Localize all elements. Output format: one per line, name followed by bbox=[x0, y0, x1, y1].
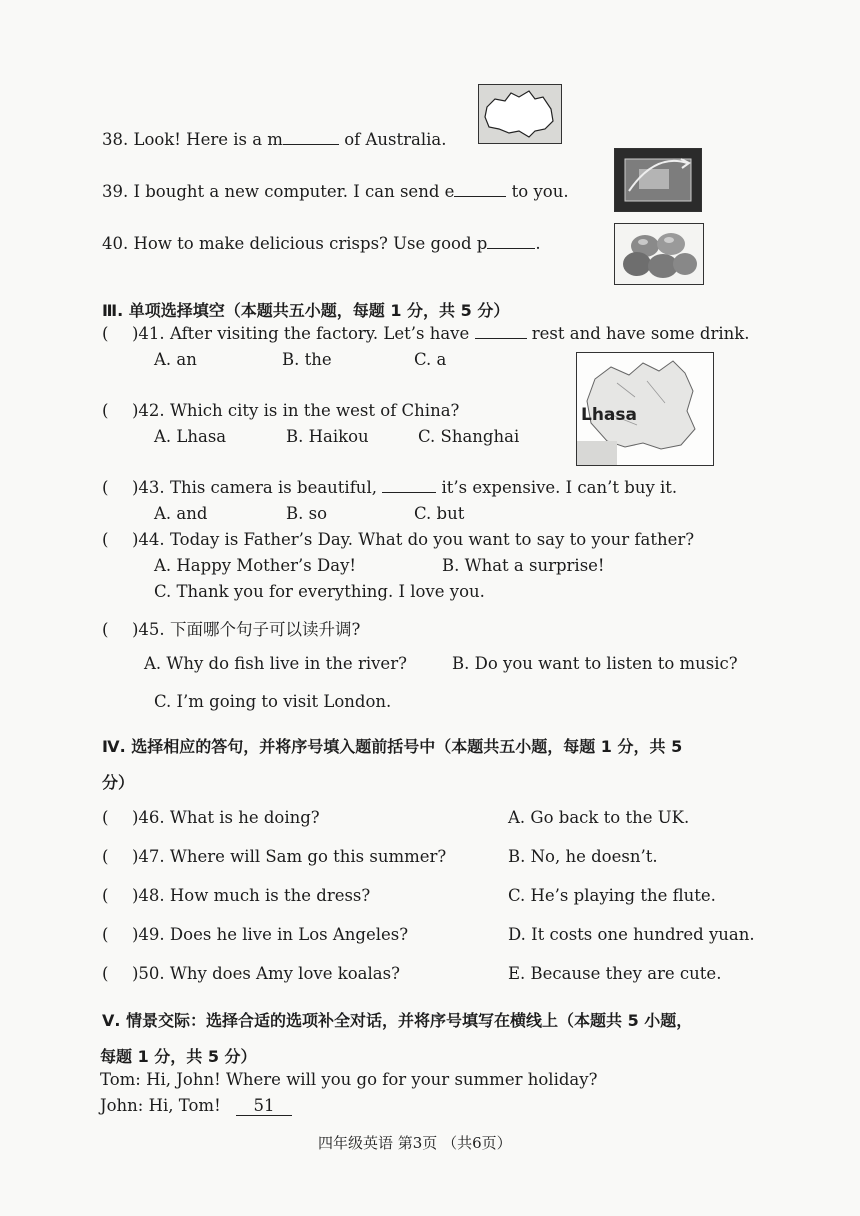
question-40-text: 40. How to make delicious crisps? Use good p bbox=[102, 234, 488, 253]
answer-paren[interactable]: ( bbox=[102, 530, 109, 549]
section-4-heading-cont: 分） bbox=[102, 773, 135, 792]
question-47 bbox=[102, 847, 446, 866]
email-computer-image bbox=[614, 148, 702, 212]
question-46 bbox=[102, 808, 320, 827]
option-41-a[interactable]: A. an bbox=[154, 350, 197, 369]
question-text: )47. Where will Sam go this summer? bbox=[132, 847, 447, 866]
question-42 bbox=[102, 401, 459, 420]
section-5-heading-cont: 每题 1 分，共 5 分） bbox=[100, 1047, 257, 1066]
question-text: )50. Why does Amy love koalas? bbox=[132, 964, 400, 983]
option-44-c[interactable]: C. Thank you for everything. I love you. bbox=[154, 582, 485, 601]
map-label-lhasa: Lhasa bbox=[581, 405, 637, 425]
option-43-b[interactable]: B. so bbox=[286, 504, 328, 523]
question-38-text-end: of Australia. bbox=[338, 130, 447, 149]
answer-d: D. It costs one hundred yuan. bbox=[508, 925, 755, 944]
question-text: After visiting the factory. Let’s have bbox=[169, 324, 475, 343]
option-45-c[interactable]: C. I’m going to visit London. bbox=[154, 692, 392, 711]
question-40 bbox=[102, 234, 541, 253]
answer-b: B. No, he doesn’t. bbox=[508, 847, 658, 866]
question-text-end: it’s expensive. I can’t buy it. bbox=[436, 478, 678, 497]
section-5-heading: Ⅴ. 情景交际：选择合适的选项补全对话，并将序号填写在横线上（本题共 5 小题， bbox=[102, 1011, 693, 1030]
answer-blank[interactable] bbox=[487, 234, 535, 249]
answer-blank-51[interactable]: 51 bbox=[236, 1096, 292, 1116]
option-42-b[interactable]: B. Haikou bbox=[286, 427, 369, 446]
answer-a: A. Go back to the UK. bbox=[508, 808, 690, 827]
option-41-b[interactable]: B. the bbox=[282, 350, 332, 369]
answer-blank[interactable] bbox=[382, 478, 436, 493]
answer-paren[interactable]: ( bbox=[102, 808, 109, 827]
question-48 bbox=[102, 886, 370, 905]
question-50 bbox=[102, 964, 400, 983]
section-4-heading: Ⅳ. 选择相应的答句，并将序号填入题前括号中（本题共五小题，每题 1 分，共 5 bbox=[102, 737, 683, 756]
option-42-a[interactable]: A. Lhasa bbox=[154, 427, 227, 446]
question-39-text: 39. I bought a new computer. I can send e bbox=[102, 182, 455, 201]
question-text-end: rest and have some drink. bbox=[526, 324, 750, 343]
option-43-c[interactable]: C. but bbox=[414, 504, 465, 523]
option-43-a[interactable]: A. and bbox=[154, 504, 208, 523]
option-41-c[interactable]: C. a bbox=[414, 350, 447, 369]
australia-map-image bbox=[478, 84, 562, 144]
answer-blank[interactable] bbox=[283, 130, 339, 145]
question-41 bbox=[102, 324, 749, 343]
question-text: Today is Father’s Day. What do you want to say to your father? bbox=[169, 530, 695, 549]
question-text: 下面哪个句子可以读升调? bbox=[169, 620, 361, 639]
question-44 bbox=[102, 530, 694, 549]
question-text: )49. Does he live in Los Angeles? bbox=[132, 925, 409, 944]
dialogue-line-john bbox=[100, 1096, 292, 1116]
answer-paren[interactable]: ( bbox=[102, 401, 109, 420]
china-map-image bbox=[576, 352, 714, 466]
question-number: )44. bbox=[132, 530, 165, 549]
question-text: Which city is in the west of China? bbox=[169, 401, 460, 420]
question-number: )41. bbox=[132, 324, 165, 343]
question-49 bbox=[102, 925, 408, 944]
potatoes-image bbox=[614, 223, 704, 285]
option-44-b[interactable]: B. What a surprise! bbox=[442, 556, 605, 575]
answer-paren[interactable]: ( bbox=[102, 886, 109, 905]
option-45-b[interactable]: B. Do you want to listen to music? bbox=[452, 654, 738, 673]
question-39 bbox=[102, 182, 569, 201]
dialogue-text: John: Hi, Tom! bbox=[100, 1096, 226, 1115]
option-45-a[interactable]: A. Why do fish live in the river? bbox=[144, 654, 407, 673]
question-40-text-end: . bbox=[535, 234, 541, 253]
dialogue-line-tom: Tom: Hi, John! Where will you go for your summer holiday? bbox=[100, 1070, 598, 1089]
answer-paren[interactable]: ( bbox=[102, 620, 109, 639]
page-footer: 四年级英语 第3页 （共6页） bbox=[318, 1134, 512, 1152]
question-38 bbox=[102, 130, 447, 149]
answer-c: C. He’s playing the flute. bbox=[508, 886, 716, 905]
question-38-text: 38. Look! Here is a m bbox=[102, 130, 283, 149]
answer-blank[interactable] bbox=[454, 182, 506, 197]
question-text: )48. How much is the dress? bbox=[132, 886, 371, 905]
option-44-a[interactable]: A. Happy Mother’s Day! bbox=[154, 556, 357, 575]
answer-paren[interactable]: ( bbox=[102, 964, 109, 983]
section-3-heading: Ⅲ. 单项选择填空（本题共五小题，每题 1 分，共 5 分） bbox=[102, 301, 510, 320]
answer-paren[interactable]: ( bbox=[102, 478, 109, 497]
question-number: )42. bbox=[132, 401, 165, 420]
answer-paren[interactable]: ( bbox=[102, 324, 109, 343]
question-text: This camera is beautiful, bbox=[169, 478, 383, 497]
answer-paren[interactable]: ( bbox=[102, 925, 109, 944]
question-text: )46. What is he doing? bbox=[132, 808, 320, 827]
question-43 bbox=[102, 478, 677, 497]
answer-e: E. Because they are cute. bbox=[508, 964, 722, 983]
answer-blank[interactable] bbox=[475, 324, 527, 339]
question-number: )45. bbox=[132, 620, 165, 639]
option-42-c[interactable]: C. Shanghai bbox=[418, 427, 520, 446]
question-39-text-end: to you. bbox=[506, 182, 569, 201]
question-number: )43. bbox=[132, 478, 165, 497]
answer-paren[interactable]: ( bbox=[102, 847, 109, 866]
question-45 bbox=[102, 616, 360, 640]
